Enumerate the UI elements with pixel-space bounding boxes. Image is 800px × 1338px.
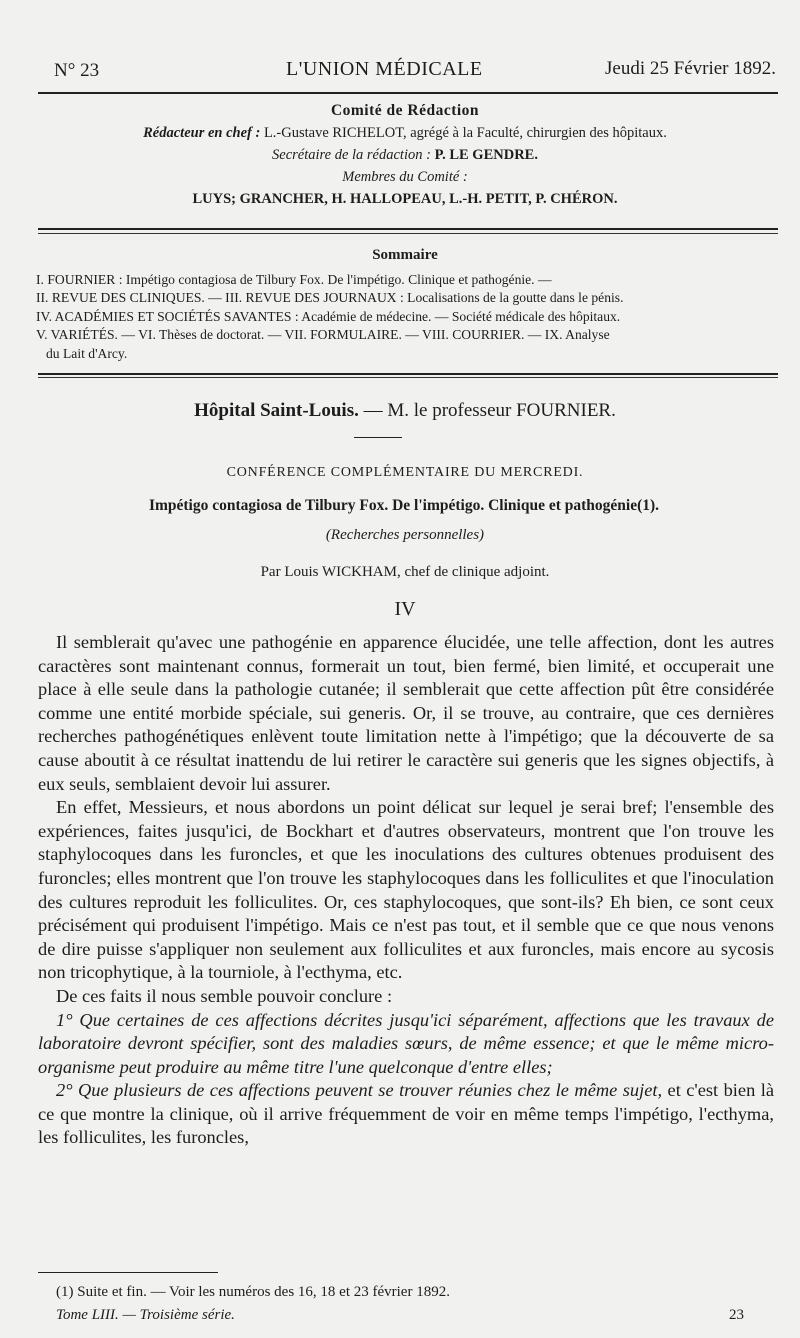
committee-rule-1 — [38, 228, 778, 230]
paragraph-1: Il semblerait qu'avec une pathogénie en apparence élucidée, une telle affection, dont les autres caractères sont maintenant connus, formerait un tout, bien fermé, bien limité, et occuperait une place à elle seule dans la pathologie cutanée; il semblerait que cette affection pût être considérée comme une entité morbide spéciale, sui generis. Or, il se trouve, au contraire, que ces dernières recherches pathogénétiques enlèvent toute limitation nette à l'impétigo; que la découverte de sa cause aboutit à ce résultat inattendu de lui retirer le caractère sui generis que les signes objectifs, à eux seuls, semblaient devoir lui assurer. — [38, 632, 774, 794]
article-body — [38, 631, 774, 1150]
article-subtitle: (Recherches personnelles) — [325, 527, 485, 543]
contents-line: IV. ACADÉMIES ET SOCIÉTÉS SAVANTES : Académie de médecine. — Société médicale des hôpitaux. — [36, 308, 621, 324]
issue-date: Jeudi 25 Février 1892. — [605, 58, 776, 79]
paragraph-3: De ces faits il nous semble pouvoir conclure : — [56, 985, 393, 1006]
secretary-line — [40, 144, 770, 166]
contents-line: II. REVUE DES CLINIQUES. — III. REVUE DES JOURNAUX : Localisations de la goutte dans le pénis. — [36, 290, 624, 306]
paragraph-5 — [38, 1079, 774, 1150]
hospital-heading — [40, 400, 770, 422]
paragraph-5-roman: et c'est bien là ce que montre la clinique, où il arrive fréquemment de voir en même temps l'impétigo, l'ecthyma, les folliculites, les furoncles, — [38, 1080, 774, 1148]
contents-rule-1 — [38, 373, 778, 375]
heading-dash: — — [363, 400, 383, 421]
members: LUYS; GRANCHER, H. HALLOPEAU, L.-H. PETIT, P. CHÉRON. — [192, 191, 618, 207]
contents-line: I. FOURNIER : Impétigo contagiosa de Tilbury Fox. De l'impétigo. Clinique et pathogénie. — — [36, 271, 552, 287]
conference-title: CONFÉRENCE COMPLÉMENTAIRE DU MERCREDI. — [226, 465, 584, 480]
volume-info: Tome LIII. — Troisième série. — [56, 1307, 235, 1323]
contents-rule-2 — [38, 377, 778, 378]
contents-line: V. VARIÉTÉS. — VI. Thèses de doctorat. — VII. FORMULAIRE. — VIII. COURRIER. — IX. Analyse — [36, 327, 610, 343]
issue-number: N° 23 — [54, 60, 100, 81]
secretary: P. LE GENDRE. — [434, 147, 538, 163]
editorial-committee — [40, 100, 770, 210]
chief-editor: L.-Gustave RICHELOT, agrégé à la Faculté, chirurgien des hôpitaux. — [263, 125, 667, 141]
footnote: (1) Suite et fin. — Voir les numéros des 16, 18 et 23 février 1892. — [56, 1284, 450, 1300]
contents-title: Sommaire — [372, 247, 438, 263]
chief-editor-label: Rédacteur en chef : — [143, 125, 261, 141]
section-number: IV — [394, 598, 416, 620]
article-author: Par Louis WICKHAM, chef de clinique adjoint. — [260, 564, 550, 580]
committee-rule-2 — [38, 233, 778, 234]
paragraph-5-italic: 2° Que plusieurs de ces affections peuvent se trouver réunies chez le même sujet, — [56, 1080, 663, 1101]
chief-editor-line — [40, 122, 770, 144]
article-title: Impétigo contagiosa de Tilbury Fox. De l'impétigo. Clinique et pathogénie(1). — [148, 497, 660, 514]
journal-title: L'UNION MÉDICALE — [286, 58, 483, 80]
paragraph-2: En effet, Messieurs, et nous abordons un point délicat sur lequel je serai bref; l'ensemble des expériences, faites jusqu'ici, de Bockhart et d'autres observateurs, montrent que l'on trouve les staphylocoques dans les furoncles, et que les inoculations des cultures obtenues produisent des furoncles; elles montrent que l'on trouve les staphylocoques dans les folliculites et que l'inoculation des cultures reproduit les folliculites. Or, ces staphylocoques, que sont-ils? Eh bien, ce sont ceux précisément qui produisent l'impétigo. Mais ce n'est pas tout, et il semble que ce que nous venons de dire puisse s'appliquer non seulement aux folliculites et aux furoncles, mais encore au sycosis non tricophytique, à la tourniole, à l'ecthyma, etc. — [38, 797, 774, 983]
members-label: Membres du Comité : — [342, 169, 468, 185]
secretary-label: Secrétaire de la rédaction : — [272, 147, 431, 163]
paragraph-4: 1° Que certaines de ces affections décrites jusqu'ici séparément, affections que les travaux de laboratoire devront spécifier, sont des maladies sœurs, de même essence; et que le même micro-organisme peut produire au même titre l'une quelconque d'entre elles; — [38, 1009, 774, 1077]
footnote-rule — [38, 1272, 218, 1273]
heading-underline — [354, 437, 402, 438]
header-rule — [38, 92, 778, 94]
running-header — [54, 58, 776, 88]
hospital-name: Hôpital Saint-Louis. — [194, 400, 359, 421]
table-of-contents — [36, 246, 774, 364]
contents-line: du Lait d'Arcy. — [46, 345, 128, 361]
page-number: 23 — [729, 1307, 744, 1323]
committee-title: Comité de Rédaction — [330, 102, 480, 119]
professor-name: M. le professeur FOURNIER. — [387, 400, 616, 421]
